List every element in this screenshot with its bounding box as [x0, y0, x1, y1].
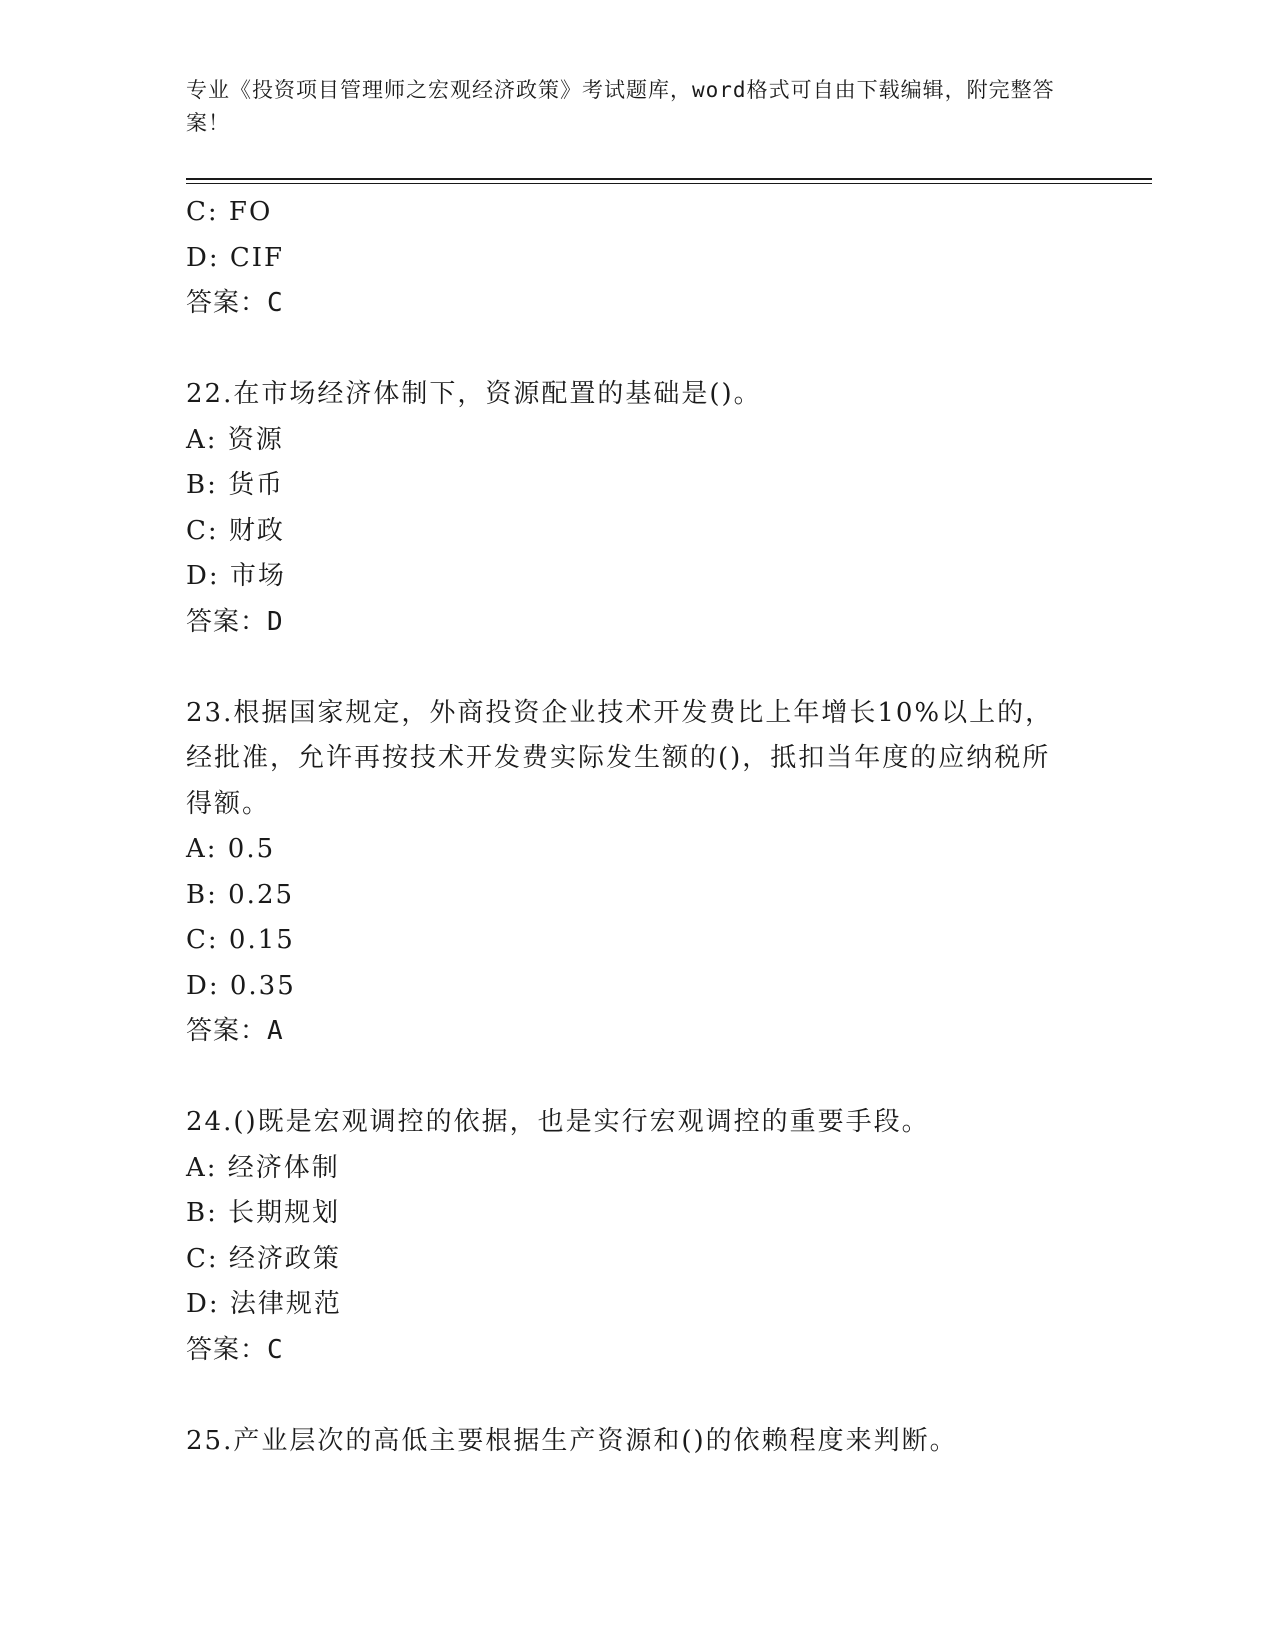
- spacer: [186, 327, 1066, 373]
- option-d: D: 法律规范: [186, 1289, 342, 1319]
- answer: 答案：C: [186, 288, 284, 318]
- option-c: C: FO: [186, 197, 273, 227]
- header-divider-thin: [186, 183, 1152, 184]
- question-text: 25.产业层次的高低主要根据生产资源和()的依赖程度来判断。: [186, 1425, 958, 1456]
- option-c: C: 财政: [186, 515, 285, 546]
- spacer: [186, 1373, 1066, 1419]
- option-d: D: CIF: [186, 242, 285, 273]
- option-a: A: 经济体制: [186, 1152, 340, 1183]
- question-22: [186, 372, 1066, 645]
- question-25: [186, 1419, 1066, 1465]
- page-header: 专业《投资项目管理师之宏观经济政策》考试题库，word格式可自由下载编辑，附完整答案！: [186, 78, 1055, 135]
- option-b: B: 货币: [186, 470, 285, 500]
- option-d: D: 0.35: [186, 970, 296, 1001]
- option-b: B: 0.25: [186, 879, 295, 910]
- question-list: [186, 190, 1066, 1464]
- question-prev: [186, 190, 1066, 327]
- answer: 答案：C: [186, 1334, 284, 1365]
- option-a: A: 资源: [186, 424, 284, 455]
- option-b: B: 长期规划: [186, 1198, 341, 1228]
- header-divider-thick: [186, 178, 1152, 180]
- question-24: [186, 1100, 1066, 1373]
- spacer: [186, 645, 1066, 691]
- question-text: 22.在市场经济体制下，资源配置的基础是()。: [186, 379, 762, 409]
- answer: 答案：A: [186, 1016, 284, 1046]
- option-d: D: 市场: [186, 561, 286, 591]
- option-a: A: 0.5: [186, 834, 276, 864]
- question-text: 23.根据国家规定，外商投资企业技术开发费比上年增长10%以上的，经批准，允许再按技术开发费实际发生额的()，抵扣当年度的应纳税所得额。: [186, 697, 1054, 819]
- option-c: C: 0.15: [186, 925, 295, 955]
- question-23: [186, 691, 1066, 1055]
- question-text: 24.()既是宏观调控的依据，也是实行宏观调控的重要手段。: [186, 1107, 930, 1137]
- answer: 答案：D: [186, 606, 284, 637]
- option-c: C: 经济政策: [186, 1243, 341, 1274]
- spacer: [186, 1055, 1066, 1101]
